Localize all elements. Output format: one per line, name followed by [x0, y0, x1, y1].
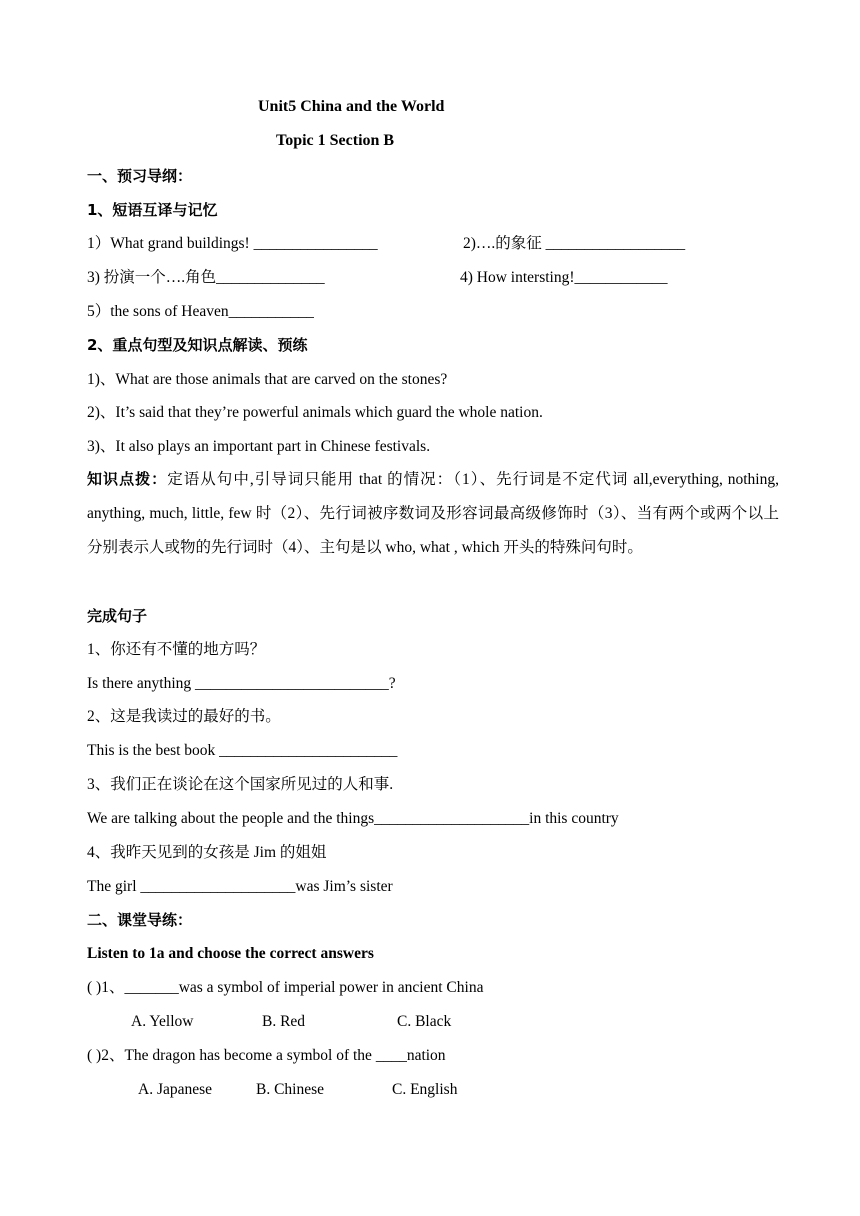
complete-item-2-cn: 2、这是我读过的最好的书。 [87, 708, 281, 725]
question-2-option-c: C. English [392, 1081, 458, 1098]
knowledge-label: 知识点拨： [87, 470, 168, 488]
unit-title: Unit5 China and the World [258, 98, 445, 115]
key-sentence-1: 1)、What are those animals that are carved on the stones? [87, 371, 448, 388]
complete-item-2-en: This is the best book _______________________ [87, 742, 398, 759]
section2-heading: 二、课堂导练： [87, 911, 193, 929]
section1-heading: 一、预习导纲： [87, 167, 193, 185]
complete-item-1-en: Is there anything _________________________? [87, 675, 396, 692]
phrase-item-5: 5）the sons of Heaven___________ [87, 303, 314, 320]
knowledge-text: 定语从句中,引导词只能用 that 的情况：（1）、先行词是不定代词 all,everything, nothing, anything, much, little, few 时（2）、先行词被序数词及形容词最高级修饰时（3）、当有两个或两个以上分别表示人或物的先行词时（4）、主句是以 who, what , which 开头的特殊问句时。 [87, 471, 779, 556]
complete-item-3-cn: 3、我们正在谈论在这个国家所见过的人和事. [87, 776, 394, 793]
complete-item-4-en: The girl ____________________was Jim’s sister [87, 878, 393, 895]
question-1-option-b: B. Red [262, 1013, 306, 1030]
topic-title: Topic 1 Section B [276, 132, 395, 149]
listen-heading: Listen to 1a and choose the correct answers [87, 945, 374, 962]
question-1-option-a: A. Yellow [131, 1013, 194, 1030]
question-2-option-a: A. Japanese [138, 1081, 213, 1098]
key-sentence-3: 3)、It also plays an important part in Chinese festivals. [87, 438, 431, 455]
phrase-item-1: 1）What grand buildings! ________________ [87, 235, 378, 252]
question-1-stem: ( )1、_______was a symbol of imperial power in ancient China [87, 979, 484, 996]
phrase-item-2: 2)….的象征 __________________ [463, 235, 686, 252]
part1-heading: 1、短语互译与记忆 [87, 201, 218, 219]
complete-item-4-cn: 4、我昨天见到的女孩是 Jim 的姐姐 [87, 844, 327, 861]
phrase-item-3: 3) 扮演一个….角色______________ [87, 269, 325, 286]
question-1-option-c: C. Black [397, 1013, 452, 1030]
complete-item-1-cn: 1、你还有不懂的地方吗？ [87, 641, 266, 658]
question-2-option-b: B. Chinese [256, 1081, 325, 1098]
complete-item-3-en: We are talking about the people and the things____________________in this country [87, 810, 619, 827]
question-2-stem: ( )2、The dragon has become a symbol of the ____nation [87, 1047, 446, 1064]
complete-heading: 完成句子 [87, 607, 148, 625]
key-sentence-2: 2)、It’s said that they’re powerful animals which guard the whole nation. [87, 404, 543, 421]
phrase-item-4: 4) How intersting!____________ [460, 269, 668, 286]
part2-heading: 2、重点句型及知识点解读、预练 [87, 336, 308, 354]
knowledge-note [87, 462, 779, 565]
